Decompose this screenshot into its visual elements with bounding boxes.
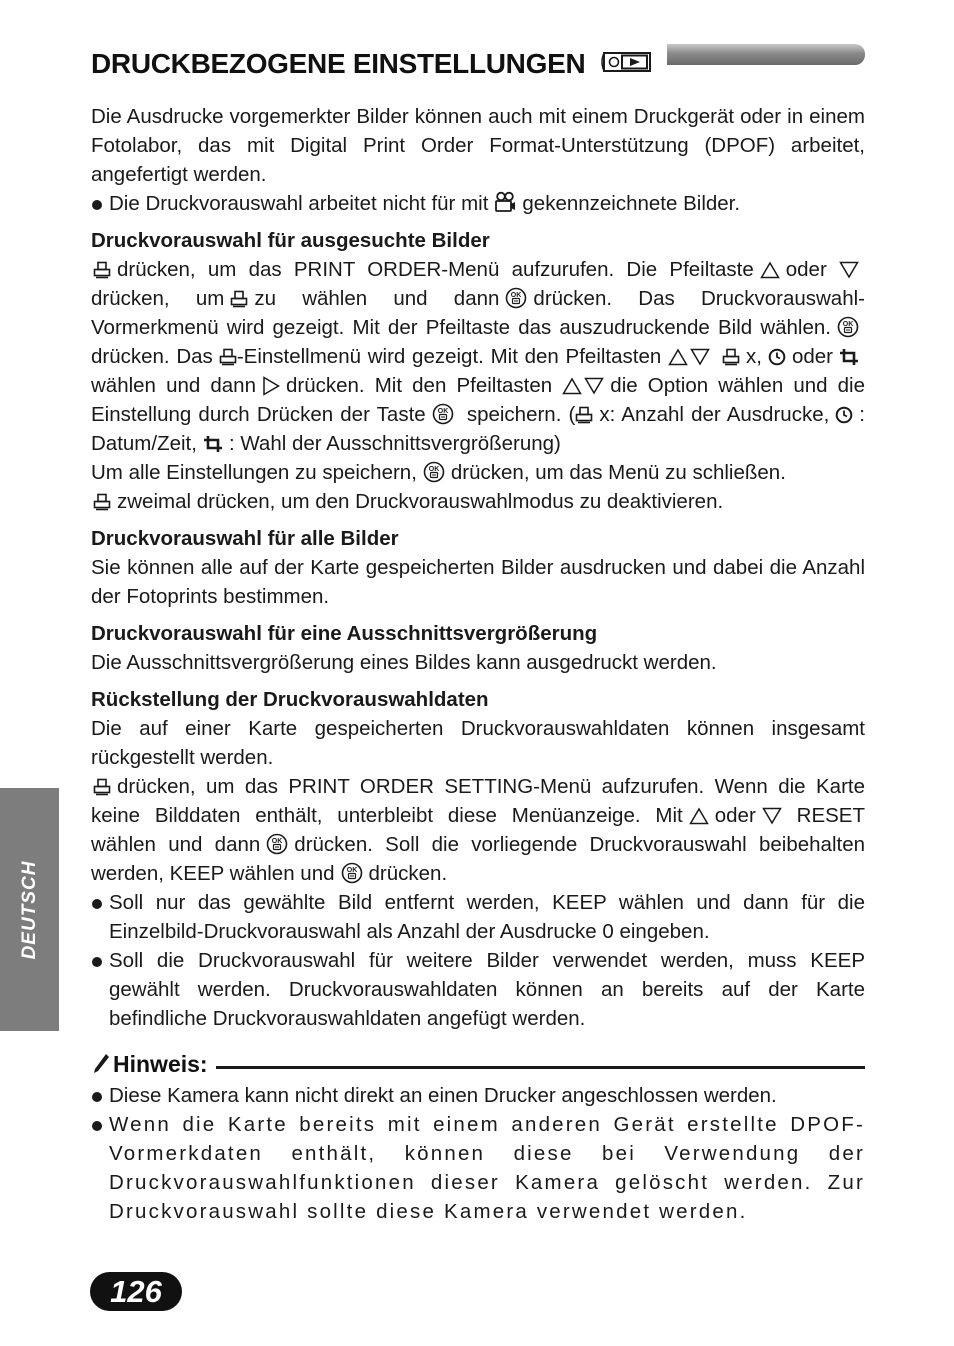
print-icon: [93, 778, 111, 796]
print-icon: [575, 406, 593, 424]
print-icon: [219, 348, 237, 366]
arrow-up-icon: [760, 261, 780, 279]
section-heading-all-images: Druckvorauswahl für alle Bilder: [91, 527, 399, 550]
section-heading-cropping: Druckvorauswahl für eine Ausschnittsvergrößerung: [91, 622, 598, 645]
section-body-all-images: Sie können alle auf der Karte gespeicherten Bilder ausdrucken und dabei die Anzahl der Fotoprints bestimmen.: [91, 556, 865, 608]
reset-bullet-2: Soll die Druckvorauswahl für weitere Bilder verwendet werden, muss KEEP gewählt werden. Druckvorauswahldaten können an bereits auf der Karte befindliche Druckvorauswahldaten angefügt werden.: [91, 946, 865, 1033]
clock-icon: [768, 348, 786, 366]
clock-icon: [835, 406, 853, 424]
section-body-deactivate: zweimal drücken, um den Druckvorauswahlmodus zu deaktivieren.: [91, 487, 865, 516]
page-title: DRUCKBEZOGENE EINSTELLUNGEN: [91, 48, 586, 79]
arrow-down-icon: [762, 807, 782, 825]
ok-button-icon: [423, 461, 445, 483]
arrow-down-icon: [584, 377, 604, 395]
ok-button-icon: [341, 862, 363, 884]
page-title-block: [91, 44, 667, 84]
arrow-up-icon: [562, 377, 582, 395]
reset-bullet-1: Soll nur das gewählte Bild entfernt werden, KEEP wählen und dann für die Einzelbild-Druckvorauswahl als Anzahl der Ausdrucke 0 eingeben.: [91, 888, 865, 946]
note-bullet-1: Diese Kamera kann nicht direkt an einen Drucker angeschlossen werden.: [91, 1081, 865, 1110]
arrow-down-icon: [839, 261, 859, 279]
print-icon: [230, 290, 248, 308]
language-tab: [0, 788, 59, 1031]
intro-bullet: Die Druckvorauswahl arbeitet nicht für mit gekennzeichnete Bilder.: [91, 189, 865, 218]
page-number: 126: [110, 1273, 162, 1309]
note-bullet-2: Wenn die Karte bereits mit einem anderen Gerät erstellte DPOF-Vormerkdaten enthält, können diese bei Verwendung der Druckvorauswahlfunktionen dieser Kamera gelöscht werden. Zur Druckvorauswahl sollte diese Kamera verwendet werden.: [91, 1110, 865, 1226]
section-heading-selected-images: Druckvorauswahl für ausgesuchte Bilder: [91, 229, 490, 252]
crop-icon: [839, 348, 859, 366]
language-tab-label: DEUTSCH: [18, 860, 40, 959]
note-divider: [216, 1066, 865, 1069]
section-body-reset: Die auf einer Karte gespeicherten Druckvorauswahldaten können insgesamt rückgestellt werden.: [91, 717, 865, 769]
page-number-badge: [90, 1272, 182, 1311]
movie-icon: [494, 191, 516, 213]
playback-mode-icon: [601, 48, 653, 81]
section-heading-reset: Rückstellung der Druckvorauswahldaten: [91, 688, 489, 711]
section-body-save: Um alle Einstellungen zu speichern, drücken, um das Menü zu schließen.: [91, 461, 786, 484]
arrow-right-icon: [262, 376, 280, 396]
section-body-selected-images: drücken, um das PRINT ORDER-Menü aufzurufen. Die Pfeiltaste oder drücken, um zu wählen und dann drücken. Das Druckvorauswahl-Vormerkmenü wird gezeigt. Mit der Pfeiltaste das auszudruckende Bild wählen.drücken. Das -Einstellmenü wird gezeigt. Mit den Pfeiltasten x, oderwählen und dann drücken. Mit den Pfeiltasten die Option wählen und die Einstellung durch Drücken der Taste speichern. ( x: Anzahl der Ausdrucke, : Datum/Zeit, : Wahl der Ausschnittsvergrößerung): [91, 258, 865, 455]
note-label: Hinweis:: [113, 1050, 208, 1077]
arrow-up-icon: [689, 807, 709, 825]
section-body-cropping: Die Ausschnittsvergrößerung eines Bildes kann ausgedruckt werden.: [91, 651, 717, 674]
note-header: [91, 1047, 865, 1081]
print-icon: [93, 493, 111, 511]
main-content: [91, 102, 865, 1226]
crop-icon: [203, 435, 223, 453]
pencil-icon: [91, 1052, 111, 1076]
section-body-reset-steps: drücken, um das PRINT ORDER SETTING-Menü aufzurufen. Wenn die Karte keine Bilddaten enthält, unterbleibt diese Menüanzeige. Mit oder RESET wählen und dann drücken. Soll die vorliegende Druckvorauswahl beibehalten werden, KEEP wählen und drücken.: [91, 775, 865, 885]
ok-button-icon: [837, 316, 859, 338]
ok-button-icon: [432, 403, 454, 425]
ok-button-icon: [505, 287, 527, 309]
print-icon: [93, 261, 111, 279]
intro-paragraph: Die Ausdrucke vorgemerkter Bilder können auch mit einem Druckgerät oder in einem Fotolabor, das mit Digital Print Order Format-Unterstützung (DPOF) arbeitet, angefertigt werden.: [91, 105, 865, 186]
ok-button-icon: [266, 833, 288, 855]
arrow-down-icon: [690, 348, 710, 366]
arrow-up-icon: [668, 348, 688, 366]
print-icon: [722, 348, 740, 366]
